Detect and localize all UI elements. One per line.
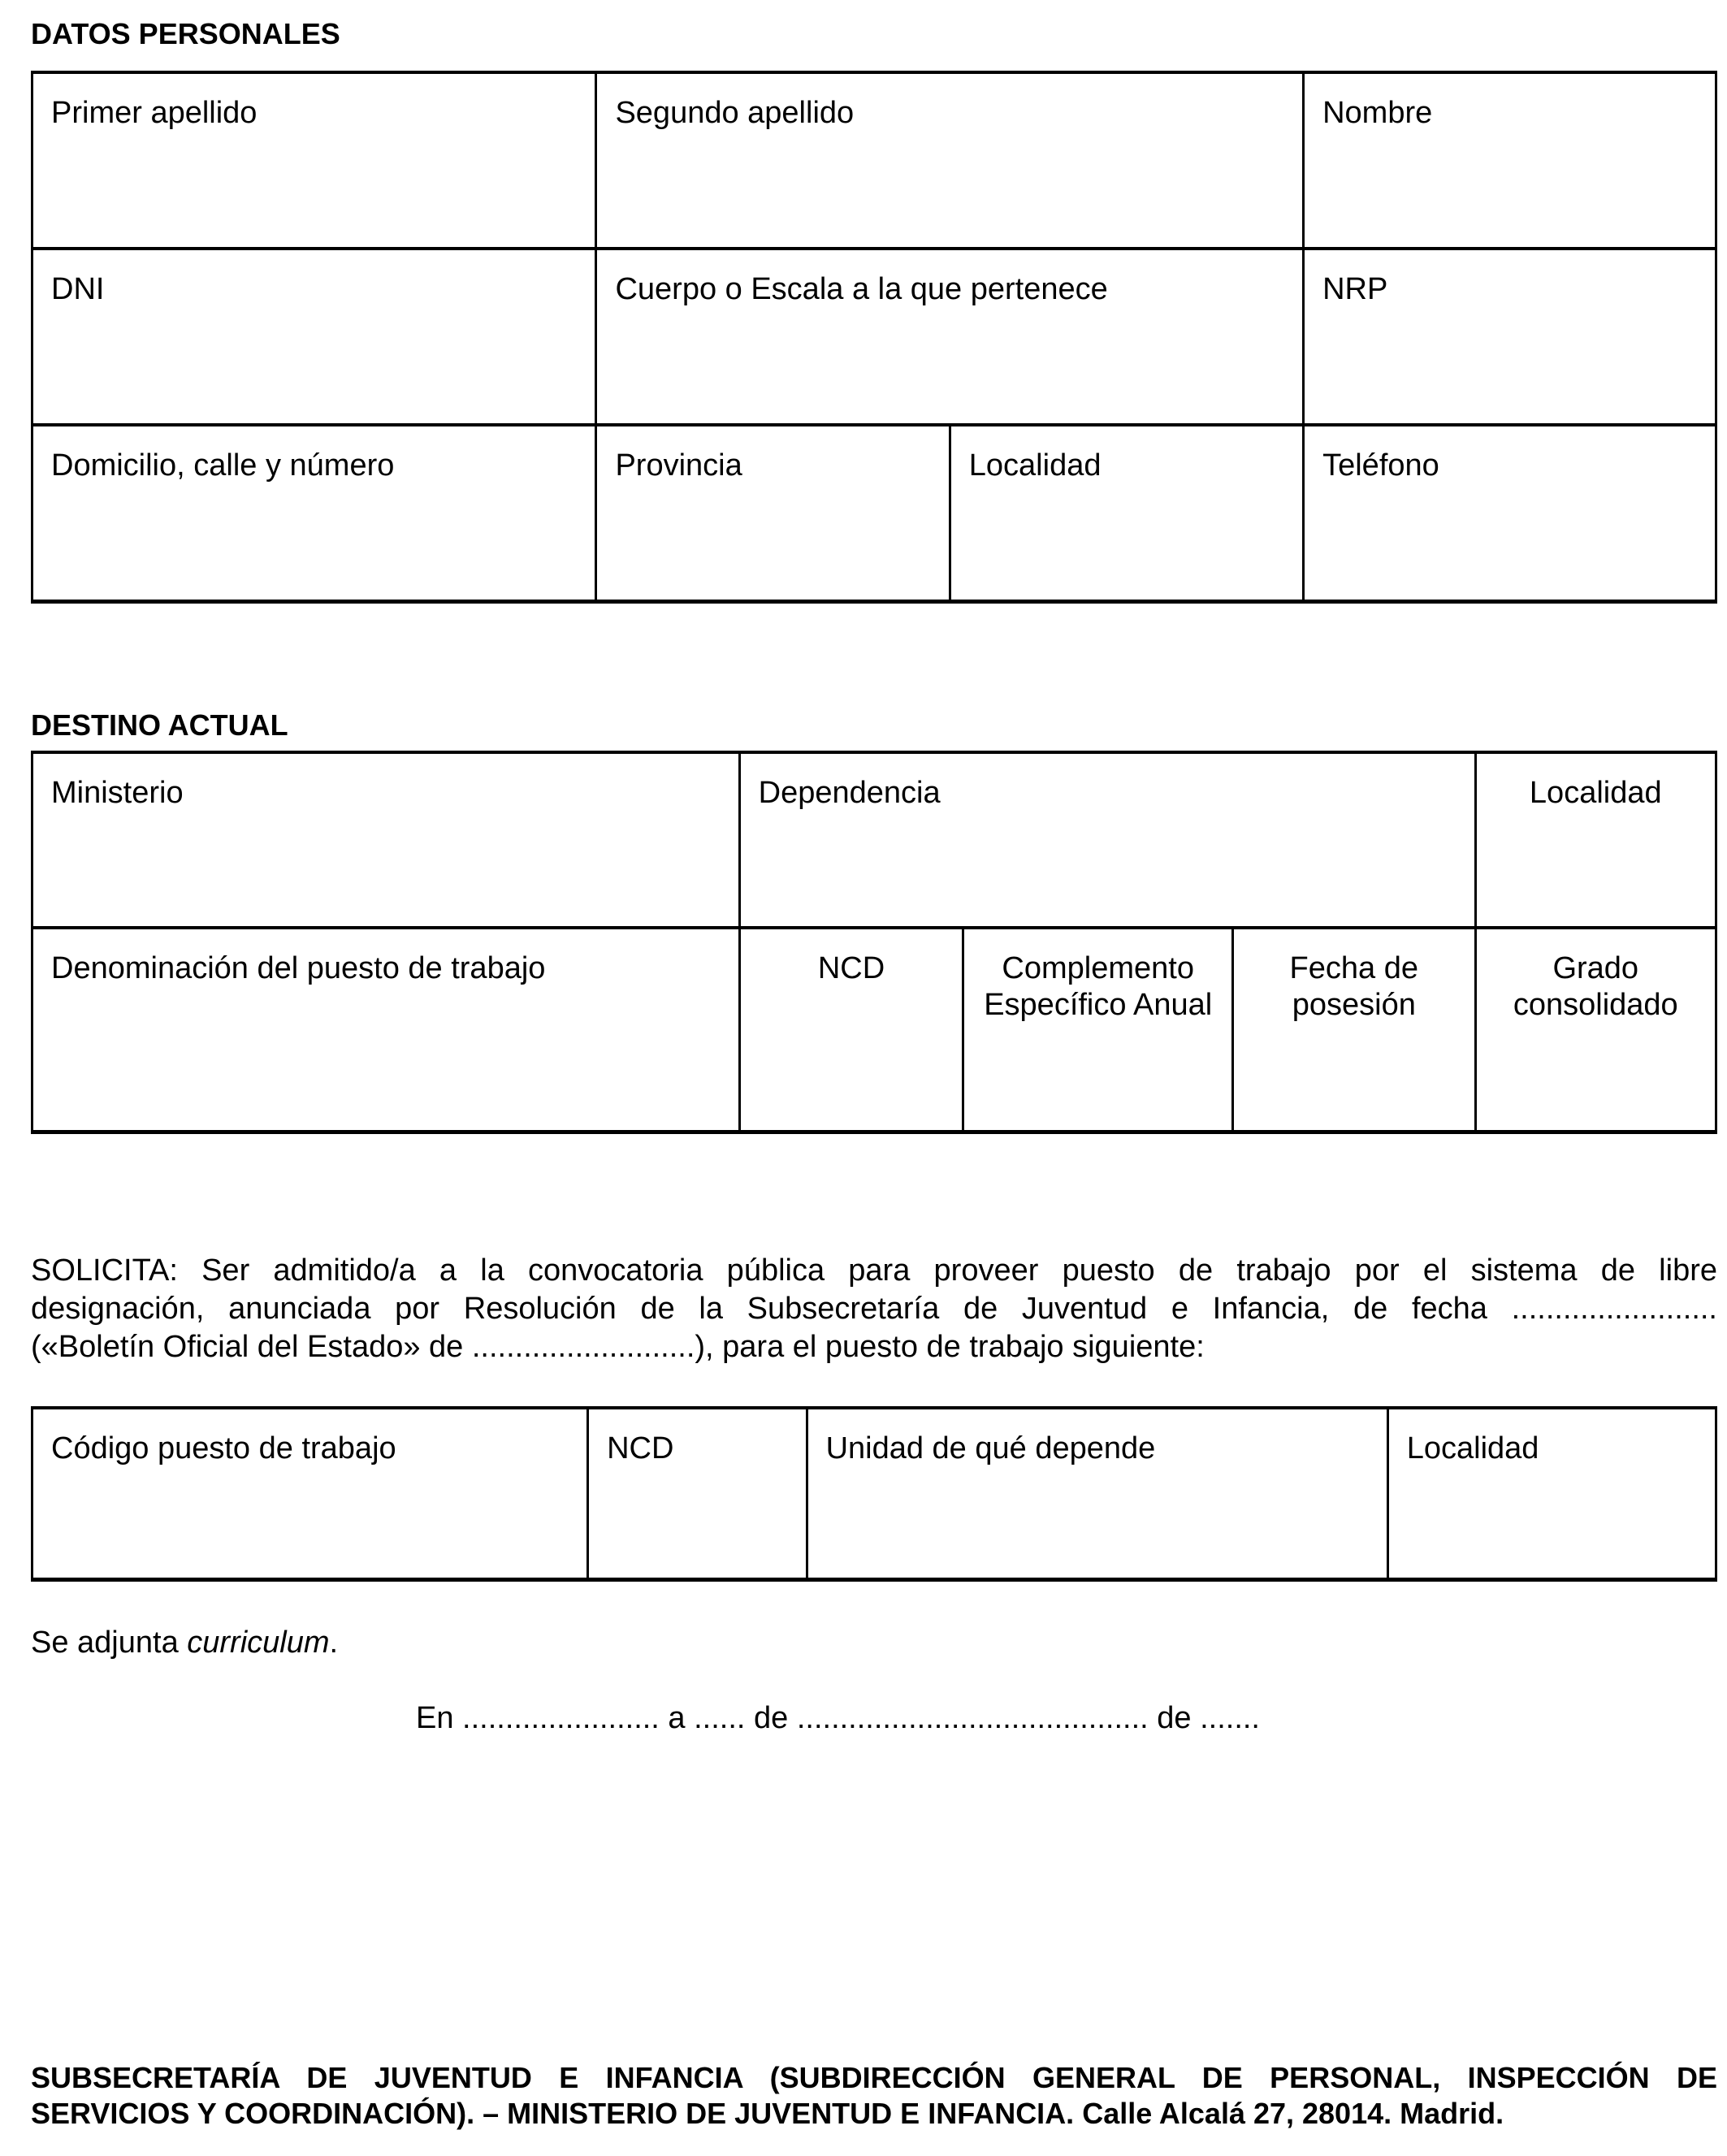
adjunta-curriculum: curriculum — [187, 1625, 330, 1660]
cell-telefono: Teléfono — [1304, 425, 1716, 601]
adjunta-suffix: . — [329, 1625, 339, 1660]
cell-destino-localidad: Localidad — [1475, 752, 1716, 928]
table-row — [32, 72, 1716, 249]
cell-dni: DNI — [32, 249, 596, 425]
solicita-paragraph — [31, 1252, 1717, 1366]
adjunta-note — [31, 1624, 1717, 1662]
cell-segundo-apellido: Segundo apellido — [596, 72, 1304, 249]
cell-ncd: NCD — [739, 928, 963, 1132]
solicita-line-1: SOLICITA: Ser admitido/a a la convocatoria pública para proveer puesto de trabajo por el sistema de libre — [31, 1253, 1717, 1288]
cell-nombre: Nombre — [1304, 72, 1716, 249]
table-row — [32, 928, 1716, 1132]
section-title-datos-personales: DATOS PERSONALES — [31, 17, 340, 50]
section-title-destino-actual: DESTINO ACTUAL — [31, 708, 288, 742]
cell-unidad-depende: Unidad de qué depende — [807, 1408, 1387, 1579]
destino-actual-table — [31, 751, 1717, 1135]
cell-nrp: NRP — [1304, 249, 1716, 425]
solicita-line-3: («Boletín Oficial del Estado» de ..........................), para el puesto de trabajo siguiente: — [31, 1330, 1205, 1365]
table-row — [32, 425, 1716, 601]
datos-personales-table — [31, 71, 1717, 604]
puesto-solicitado-table — [31, 1406, 1717, 1582]
cell-provincia: Provincia — [596, 425, 950, 601]
table-row — [32, 249, 1716, 425]
table-row — [32, 752, 1716, 928]
footer-line-1: SUBSECRETARÍA DE JUVENTUD E INFANCIA (SUBDIRECCIÓN GENERAL DE PERSONAL, INSPECCIÓN DE — [31, 2060, 1717, 2094]
cell-puesto-localidad: Localidad — [1387, 1408, 1716, 1579]
adjunta-prefix: Se adjunta — [31, 1625, 188, 1660]
cell-complemento-especifico: Complemento Específico Anual — [963, 928, 1233, 1132]
cell-dependencia: Dependencia — [739, 752, 1475, 928]
table-row — [32, 1408, 1716, 1579]
cell-cuerpo-escala: Cuerpo o Escala a la que pertenece — [596, 249, 1304, 425]
cell-ministerio: Ministerio — [32, 752, 740, 928]
fecha-lugar-line: En ....................... a ...... de ......................................... de ....... — [416, 1700, 1260, 1735]
cell-denominacion-puesto: Denominación del puesto de trabajo — [32, 928, 740, 1132]
cell-domicilio: Domicilio, calle y número — [32, 425, 596, 601]
solicita-line-2: designación, anunciada por Resolución de la Subsecretaría de Juventud e Infancia, de fecha ........................ — [31, 1292, 1717, 1327]
cell-grado-consolidado: Grado consolidado — [1475, 928, 1716, 1132]
cell-primer-apellido: Primer apellido — [32, 72, 596, 249]
cell-fecha-posesion: Fecha de posesión — [1233, 928, 1476, 1132]
footer-address — [31, 2060, 1717, 2132]
footer-line-2: SERVICIOS Y COORDINACIÓN). – MINISTERIO DE JUVENTUD E INFANCIA. Calle Alcalá 27, 28014. Madrid. — [31, 2096, 1504, 2130]
cell-puesto-ncd: NCD — [588, 1408, 807, 1579]
cell-codigo-puesto: Código puesto de trabajo — [32, 1408, 588, 1579]
cell-localidad: Localidad — [950, 425, 1303, 601]
